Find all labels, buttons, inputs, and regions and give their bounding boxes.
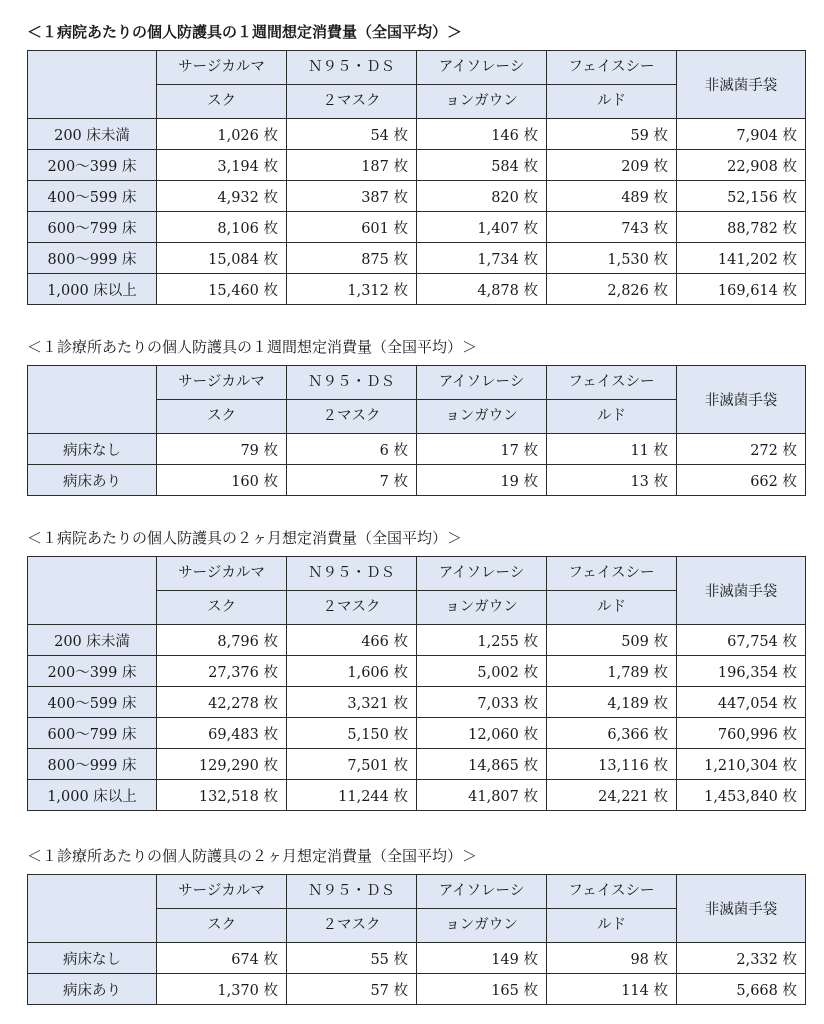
value-cell: 2,332 枚 — [677, 943, 806, 974]
header-row — [28, 875, 806, 909]
ppe-table — [27, 556, 806, 811]
value-cell: 209 枚 — [547, 150, 677, 181]
value-cell: 7,501 枚 — [287, 749, 417, 780]
value-cell: 4,932 枚 — [157, 181, 287, 212]
row-label: 200 床未満 — [28, 119, 157, 150]
column-header: 非滅菌手袋 — [677, 51, 806, 119]
value-cell: 59 枚 — [547, 119, 677, 150]
value-cell: 7,033 枚 — [417, 687, 547, 718]
value-cell: 1,407 枚 — [417, 212, 547, 243]
table-title: ＜１診療所あたりの個人防護具の１週間想定消費量（全国平均）＞ — [27, 338, 478, 356]
value-cell: 3,321 枚 — [287, 687, 417, 718]
column-header: フェイスシー — [547, 557, 677, 591]
value-cell: 55 枚 — [287, 943, 417, 974]
value-cell: 466 枚 — [287, 625, 417, 656]
column-header: ョンガウン — [417, 909, 547, 943]
column-header: フェイスシー — [547, 366, 677, 400]
value-cell: 5,668 枚 — [677, 974, 806, 1005]
row-label: 600〜799 床 — [28, 212, 157, 243]
value-cell: 8,796 枚 — [157, 625, 287, 656]
value-cell: 13,116 枚 — [547, 749, 677, 780]
column-header: アイソレーシ — [417, 875, 547, 909]
table-row — [28, 780, 806, 811]
value-cell: 1,210,304 枚 — [677, 749, 806, 780]
column-header: Ｎ９５・ＤＳ — [287, 875, 417, 909]
header-corner-cell — [28, 51, 157, 119]
column-header: 非滅菌手袋 — [677, 875, 806, 943]
value-cell: 1,312 枚 — [287, 274, 417, 305]
column-header: ２マスク — [287, 591, 417, 625]
table-row — [28, 181, 806, 212]
row-label: 病床なし — [28, 943, 157, 974]
column-header: Ｎ９５・ＤＳ — [287, 366, 417, 400]
value-cell: 8,106 枚 — [157, 212, 287, 243]
value-cell: 17 枚 — [417, 434, 547, 465]
table-title: ＜１病院あたりの個人防護具の１週間想定消費量（全国平均）＞ — [27, 23, 463, 41]
column-header: アイソレーシ — [417, 557, 547, 591]
row-label: 病床なし — [28, 434, 157, 465]
value-cell: 42,278 枚 — [157, 687, 287, 718]
value-cell: 187 枚 — [287, 150, 417, 181]
column-header: スク — [157, 909, 287, 943]
ppe-table — [27, 874, 806, 1005]
column-header: 非滅菌手袋 — [677, 557, 806, 625]
header-corner-cell — [28, 557, 157, 625]
column-header: ２マスク — [287, 85, 417, 119]
column-header: スク — [157, 591, 287, 625]
table-row — [28, 465, 806, 496]
value-cell: 6,366 枚 — [547, 718, 677, 749]
value-cell: 447,054 枚 — [677, 687, 806, 718]
value-cell: 1,255 枚 — [417, 625, 547, 656]
row-label: 400〜599 床 — [28, 687, 157, 718]
value-cell: 1,026 枚 — [157, 119, 287, 150]
value-cell: 7,904 枚 — [677, 119, 806, 150]
table-row — [28, 434, 806, 465]
value-cell: 820 枚 — [417, 181, 547, 212]
table-section-clinic-week — [27, 334, 805, 496]
value-cell: 57 枚 — [287, 974, 417, 1005]
table-row — [28, 625, 806, 656]
value-cell: 674 枚 — [157, 943, 287, 974]
row-label: 800〜999 床 — [28, 243, 157, 274]
value-cell: 98 枚 — [547, 943, 677, 974]
value-cell: 67,754 枚 — [677, 625, 806, 656]
column-header: ２マスク — [287, 400, 417, 434]
value-cell: 1,530 枚 — [547, 243, 677, 274]
table-row — [28, 718, 806, 749]
table-section-clinic-2month — [27, 843, 805, 1005]
value-cell: 149 枚 — [417, 943, 547, 974]
value-cell: 79 枚 — [157, 434, 287, 465]
value-cell: 41,807 枚 — [417, 780, 547, 811]
value-cell: 15,460 枚 — [157, 274, 287, 305]
value-cell: 6 枚 — [287, 434, 417, 465]
table-row — [28, 749, 806, 780]
header-row — [28, 557, 806, 591]
column-header: ルド — [547, 400, 677, 434]
column-header: ョンガウン — [417, 400, 547, 434]
value-cell: 12,060 枚 — [417, 718, 547, 749]
row-label: 600〜799 床 — [28, 718, 157, 749]
column-header: ２マスク — [287, 909, 417, 943]
value-cell: 1,734 枚 — [417, 243, 547, 274]
value-cell: 1,606 枚 — [287, 656, 417, 687]
value-cell: 114 枚 — [547, 974, 677, 1005]
value-cell: 19 枚 — [417, 465, 547, 496]
value-cell: 272 枚 — [677, 434, 806, 465]
value-cell: 196,354 枚 — [677, 656, 806, 687]
column-header: スク — [157, 85, 287, 119]
value-cell: 584 枚 — [417, 150, 547, 181]
value-cell: 141,202 枚 — [677, 243, 806, 274]
column-header: スク — [157, 400, 287, 434]
column-header: サージカルマ — [157, 366, 287, 400]
ppe-table — [27, 50, 806, 305]
value-cell: 11,244 枚 — [287, 780, 417, 811]
column-header: ョンガウン — [417, 591, 547, 625]
value-cell: 4,189 枚 — [547, 687, 677, 718]
value-cell: 875 枚 — [287, 243, 417, 274]
row-label: 200〜399 床 — [28, 656, 157, 687]
row-label: 病床あり — [28, 974, 157, 1005]
value-cell: 165 枚 — [417, 974, 547, 1005]
header-row — [28, 51, 806, 85]
table-row — [28, 212, 806, 243]
value-cell: 1,789 枚 — [547, 656, 677, 687]
value-cell: 509 枚 — [547, 625, 677, 656]
value-cell: 11 枚 — [547, 434, 677, 465]
column-header: サージカルマ — [157, 875, 287, 909]
row-label: 800〜999 床 — [28, 749, 157, 780]
value-cell: 743 枚 — [547, 212, 677, 243]
value-cell: 22,908 枚 — [677, 150, 806, 181]
value-cell: 52,156 枚 — [677, 181, 806, 212]
column-header: Ｎ９５・ＤＳ — [287, 557, 417, 591]
ppe-table — [27, 365, 806, 496]
value-cell: 760,996 枚 — [677, 718, 806, 749]
value-cell: 27,376 枚 — [157, 656, 287, 687]
value-cell: 160 枚 — [157, 465, 287, 496]
value-cell: 387 枚 — [287, 181, 417, 212]
column-header: フェイスシー — [547, 51, 677, 85]
column-header: 非滅菌手袋 — [677, 366, 806, 434]
table-row — [28, 656, 806, 687]
value-cell: 601 枚 — [287, 212, 417, 243]
row-label: 200〜399 床 — [28, 150, 157, 181]
value-cell: 169,614 枚 — [677, 274, 806, 305]
column-header: Ｎ９５・ＤＳ — [287, 51, 417, 85]
column-header: フェイスシー — [547, 875, 677, 909]
table-row — [28, 687, 806, 718]
value-cell: 13 枚 — [547, 465, 677, 496]
value-cell: 489 枚 — [547, 181, 677, 212]
value-cell: 1,370 枚 — [157, 974, 287, 1005]
row-label: 1,000 床以上 — [28, 780, 157, 811]
row-label: 200 床未満 — [28, 625, 157, 656]
value-cell: 3,194 枚 — [157, 150, 287, 181]
row-label: 病床あり — [28, 465, 157, 496]
value-cell: 5,150 枚 — [287, 718, 417, 749]
column-header: アイソレーシ — [417, 366, 547, 400]
header-row — [28, 366, 806, 400]
table-title: ＜１病院あたりの個人防護具の２ヶ月想定消費量（全国平均）＞ — [27, 529, 463, 547]
value-cell: 1,453,840 枚 — [677, 780, 806, 811]
value-cell: 14,865 枚 — [417, 749, 547, 780]
value-cell: 132,518 枚 — [157, 780, 287, 811]
value-cell: 24,221 枚 — [547, 780, 677, 811]
table-row — [28, 243, 806, 274]
header-corner-cell — [28, 875, 157, 943]
table-row — [28, 974, 806, 1005]
table-row — [28, 943, 806, 974]
table-row — [28, 274, 806, 305]
value-cell: 662 枚 — [677, 465, 806, 496]
value-cell: 2,826 枚 — [547, 274, 677, 305]
column-header: ルド — [547, 909, 677, 943]
value-cell: 54 枚 — [287, 119, 417, 150]
value-cell: 15,084 枚 — [157, 243, 287, 274]
column-header: ルド — [547, 85, 677, 119]
column-header: ルド — [547, 591, 677, 625]
table-section-hospital-week — [27, 19, 805, 305]
table-row — [28, 119, 806, 150]
table-title: ＜１診療所あたりの個人防護具の２ヶ月想定消費量（全国平均）＞ — [27, 847, 478, 865]
value-cell: 5,002 枚 — [417, 656, 547, 687]
row-label: 400〜599 床 — [28, 181, 157, 212]
header-corner-cell — [28, 366, 157, 434]
value-cell: 7 枚 — [287, 465, 417, 496]
value-cell: 69,483 枚 — [157, 718, 287, 749]
value-cell: 146 枚 — [417, 119, 547, 150]
column-header: アイソレーシ — [417, 51, 547, 85]
table-row — [28, 150, 806, 181]
column-header: サージカルマ — [157, 51, 287, 85]
column-header: サージカルマ — [157, 557, 287, 591]
column-header: ョンガウン — [417, 85, 547, 119]
value-cell: 88,782 枚 — [677, 212, 806, 243]
table-section-hospital-2month — [27, 525, 805, 811]
row-label: 1,000 床以上 — [28, 274, 157, 305]
value-cell: 4,878 枚 — [417, 274, 547, 305]
value-cell: 129,290 枚 — [157, 749, 287, 780]
